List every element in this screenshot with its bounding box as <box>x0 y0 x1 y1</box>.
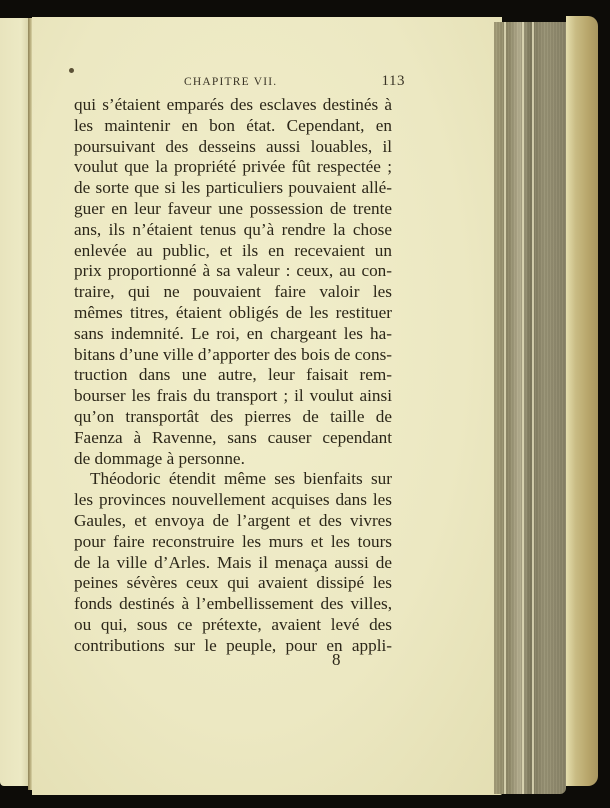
text-line: peines sévères ceux qui avaient dissipé les <box>74 573 392 593</box>
text-line: voulut que la propriété privée fût respectée ; <box>74 157 392 177</box>
text-line: prix proportionné à sa valeur : ceux, au con- <box>74 261 392 281</box>
text-line: ou qui, sous ce prétexte, avaient levé des <box>74 614 392 634</box>
page-block-edges <box>494 22 566 794</box>
text-line: enlevée au public, et ils en recevaient un <box>74 240 392 260</box>
running-head: CHAPITRE VII. <box>184 76 278 88</box>
text-line: fonds destinés à l’embellissement des villes, <box>74 594 392 614</box>
facing-page-edge <box>0 18 30 786</box>
text-line: truction dans une autre, leur faisait rem- <box>74 365 392 385</box>
paragraph-start-line: Théodoric étendit même ses bienfaits sur <box>90 469 392 489</box>
text-line: de sorte que si les particuliers pouvaient allé- <box>74 178 392 198</box>
text-line: Faenza à Ravenne, sans causer cependant <box>74 427 392 447</box>
text-line: guer en leur faveur une possession de trente <box>74 198 392 218</box>
text-line: qu’on transportât des pierres de taille de <box>74 406 392 426</box>
text-line: de dommage à personne. <box>74 448 245 468</box>
page-header <box>160 73 405 94</box>
edge-highlight <box>532 22 534 794</box>
text-line: poursuivant des desseins aussi louables, il <box>74 136 392 156</box>
text-line: les provinces nouvellement acquises dans les <box>74 490 392 510</box>
edge-highlight <box>522 22 524 794</box>
text-line: bitans d’une ville d’apporter des bois de cons- <box>74 344 392 364</box>
text-line: pour faire reconstruire les murs et les tours <box>74 531 392 551</box>
text-line: mêmes titres, étaient obligés de les restituer <box>74 302 392 322</box>
text-line: ans, ils n’étaient tenus qu’à rendre la chose <box>74 219 392 239</box>
text-line: de la ville d’Arles. Mais il menaça aussi de <box>74 552 392 572</box>
text-line: sans indemnité. Le roi, en chargeant les ha- <box>74 323 392 343</box>
body-text <box>74 95 392 657</box>
page-number: 113 <box>381 73 405 89</box>
text-line: traire, qui ne pouvaient faire valoir les <box>74 282 392 302</box>
text-line: qui s’étaient emparés des esclaves destinés à <box>74 95 392 114</box>
book-cover-edge <box>566 16 598 786</box>
text-line: Gaules, et envoya de l’argent et des vivres <box>74 510 392 530</box>
text-line: les maintenir en bon état. Cependant, en <box>74 115 392 135</box>
signature-mark: 8 <box>332 650 341 669</box>
text-line: bourser les frais du transport ; il voulut ainsi <box>74 386 392 406</box>
text-line: contributions sur le peuple, pour en appli- <box>74 635 392 655</box>
edge-highlight <box>504 22 506 794</box>
ink-spot <box>69 68 74 73</box>
